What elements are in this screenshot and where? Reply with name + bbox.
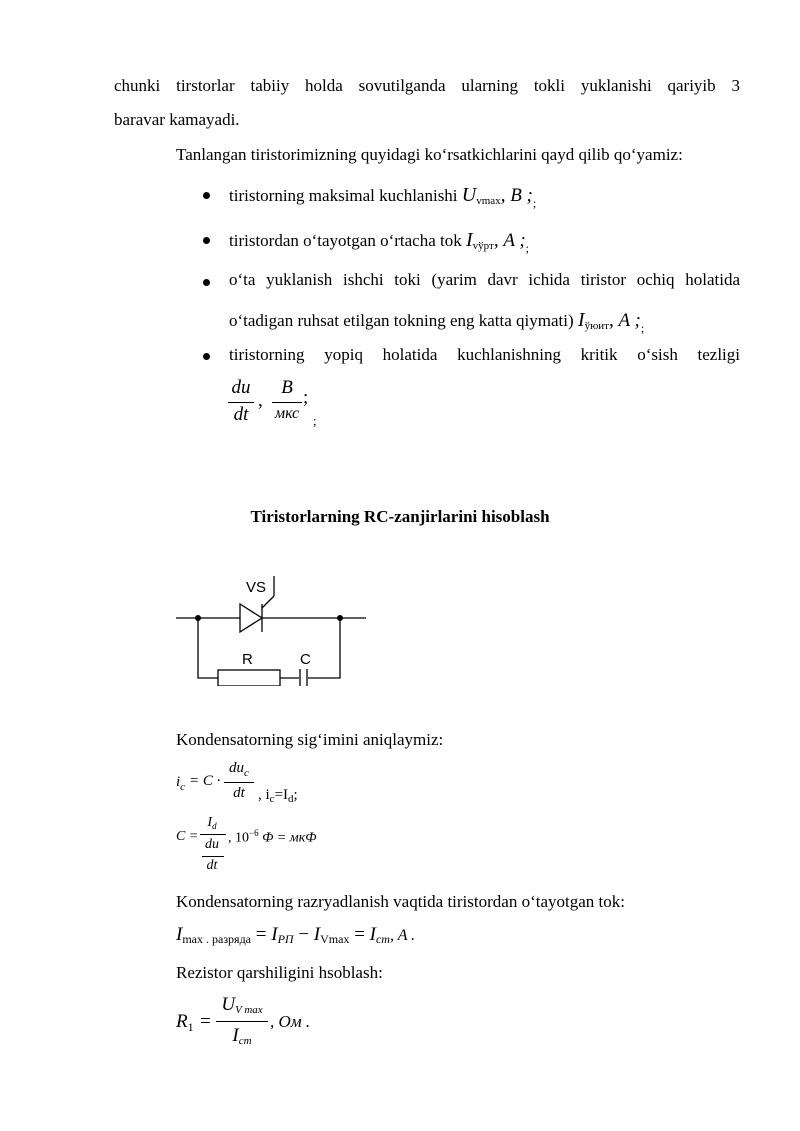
list-item (229, 229, 529, 256)
vs-label: VS (246, 579, 267, 596)
fraction-numerator: $I_d$ (207, 815, 217, 831)
bullet-icon (203, 279, 210, 286)
equation-discharge-current: $I_{max . разряда}$ = IРП − IVmax = Icm, A . (176, 924, 416, 946)
fraction-line (228, 402, 254, 403)
math-tail: , $10^{-6}$ Ф = мкФ (228, 828, 317, 846)
math-subscript: ўюит (584, 320, 609, 332)
paragraph-line: Rezistor qarshiligini hsoblash: (176, 963, 383, 982)
wire (198, 618, 218, 678)
math-subscript: vmax (476, 195, 501, 207)
bullet-icon (203, 192, 210, 199)
math-lhs: $i_c$ (176, 774, 186, 793)
section-title: Tiristorlarning RC-zanjirlarini hisoblash (250, 507, 550, 526)
rc-circuit-diagram (170, 568, 380, 686)
math-separator: ; (303, 387, 309, 408)
math-separator: , (258, 390, 263, 411)
c-label: C (300, 651, 311, 668)
fraction-denominator: dt (233, 785, 245, 801)
list-item (229, 309, 644, 336)
math-tail: ; (525, 241, 530, 255)
math-symbol: U (461, 184, 477, 206)
fraction-numerator: B (281, 377, 293, 398)
fraction-line (272, 402, 302, 403)
math-tail: ; (313, 413, 317, 428)
list-item-text: tiristorning yopiq holatida kuchlanishning kritik o‘sish tezligi (229, 345, 740, 364)
math-unit: , Ом . (270, 1012, 311, 1031)
thyristor-symbol (240, 604, 262, 632)
fraction-line (202, 856, 224, 857)
thyristor-gate-lead (262, 596, 274, 608)
fraction-line (224, 782, 254, 783)
list-item (229, 184, 536, 211)
fraction-denominator: dt (233, 404, 249, 425)
paragraph-line: Kondensatorning razryadlanish vaqtida tiristordan o‘tayotgan tok: (176, 892, 625, 911)
fraction-line (216, 1021, 268, 1022)
math-unit: , A ; (493, 230, 526, 251)
list-item-text: o‘ta yuklanish ishchi toki (yarim davr ichida tiristor ochiq holatida (229, 270, 740, 289)
list-item-text: tiristorning maksimal kuchlanishi (229, 186, 458, 205)
junction-dot (337, 615, 343, 621)
bullet-icon (203, 237, 210, 244)
math-tail: ; (640, 321, 645, 335)
math-tail: , $i_c=I_d$; (258, 787, 298, 805)
paragraph-line: baravar kamayadi. (114, 110, 240, 129)
fraction-numerator: UV max (221, 994, 263, 1016)
resistor-symbol (218, 670, 280, 686)
fraction-numerator: du (205, 837, 219, 852)
wire (308, 618, 340, 678)
math-subscript: vўрт (472, 240, 494, 252)
paragraph-line: chunki tirstorlar tabiiy holda sovutilganda ularning tokli yuklanishi qariyib 3 (114, 76, 740, 95)
math-lhs: $R_1$ (176, 1011, 194, 1034)
paragraph-line: Tanlangan tiristorimizning quyidagi ko‘rsatkichlarini qayd qilib qo‘yamiz: (176, 145, 683, 164)
fraction-numerator: du (231, 377, 251, 398)
math-lhs: C = (176, 829, 199, 844)
math-operator: = (200, 1011, 211, 1032)
math-tail: ; (532, 196, 537, 210)
math-symbol: I (577, 309, 585, 331)
math-operator: = C · (189, 773, 221, 789)
list-item-text: tiristordan o‘tayotgan o‘rtacha tok (229, 231, 462, 250)
math-unit: , B ; (500, 185, 533, 206)
list-item-text: o‘tadigan ruhsat etilgan tokning eng katta qiymati) (229, 311, 574, 330)
fraction-numerator: $du_c$ (229, 760, 249, 779)
fraction-denominator: dt (206, 858, 218, 873)
fraction-denominator: мкс (274, 405, 300, 422)
fraction-line (200, 834, 226, 835)
r-label: R (242, 651, 253, 668)
math-unit: , A ; (608, 310, 641, 331)
fraction-denominator: Icm (232, 1025, 252, 1047)
junction-dot (195, 615, 201, 621)
math-symbol: I (465, 229, 473, 251)
bullet-icon (203, 353, 210, 360)
paragraph-line: Kondensatorning sig‘imini aniqlaymiz: (176, 730, 444, 749)
